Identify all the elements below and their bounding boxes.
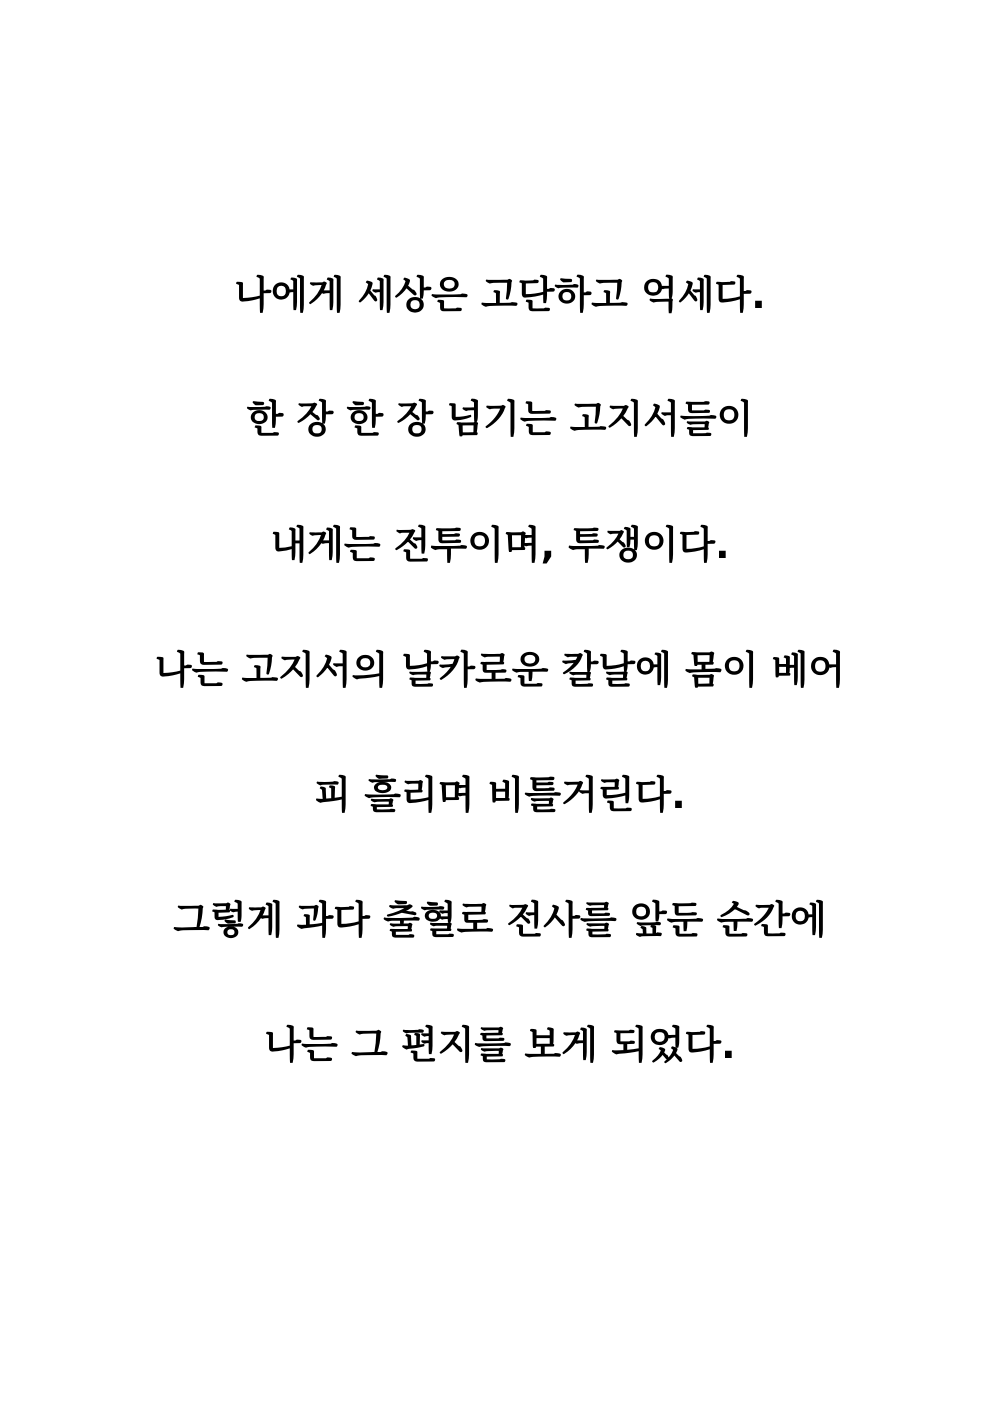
poem-line-4: 나는 고지서의 날카로운 칼날에 몸이 베어 bbox=[154, 648, 846, 692]
poem-line-7: 나는 그 편지를 보게 되었다. bbox=[264, 1023, 736, 1067]
poem-line-6: 그렇게 과다 출혈로 전사를 앞둔 순간에 bbox=[173, 898, 827, 942]
poem-line-5: 피 흘리며 비틀거린다. bbox=[314, 773, 686, 817]
poem-line-2: 한 장 한 장 넘기는 고지서들이 bbox=[246, 397, 754, 441]
poem-line-1: 나에게 세상은 고단하고 억세다. bbox=[234, 273, 766, 317]
poem-line-3: 내게는 전투이며, 투쟁이다. bbox=[270, 523, 730, 567]
